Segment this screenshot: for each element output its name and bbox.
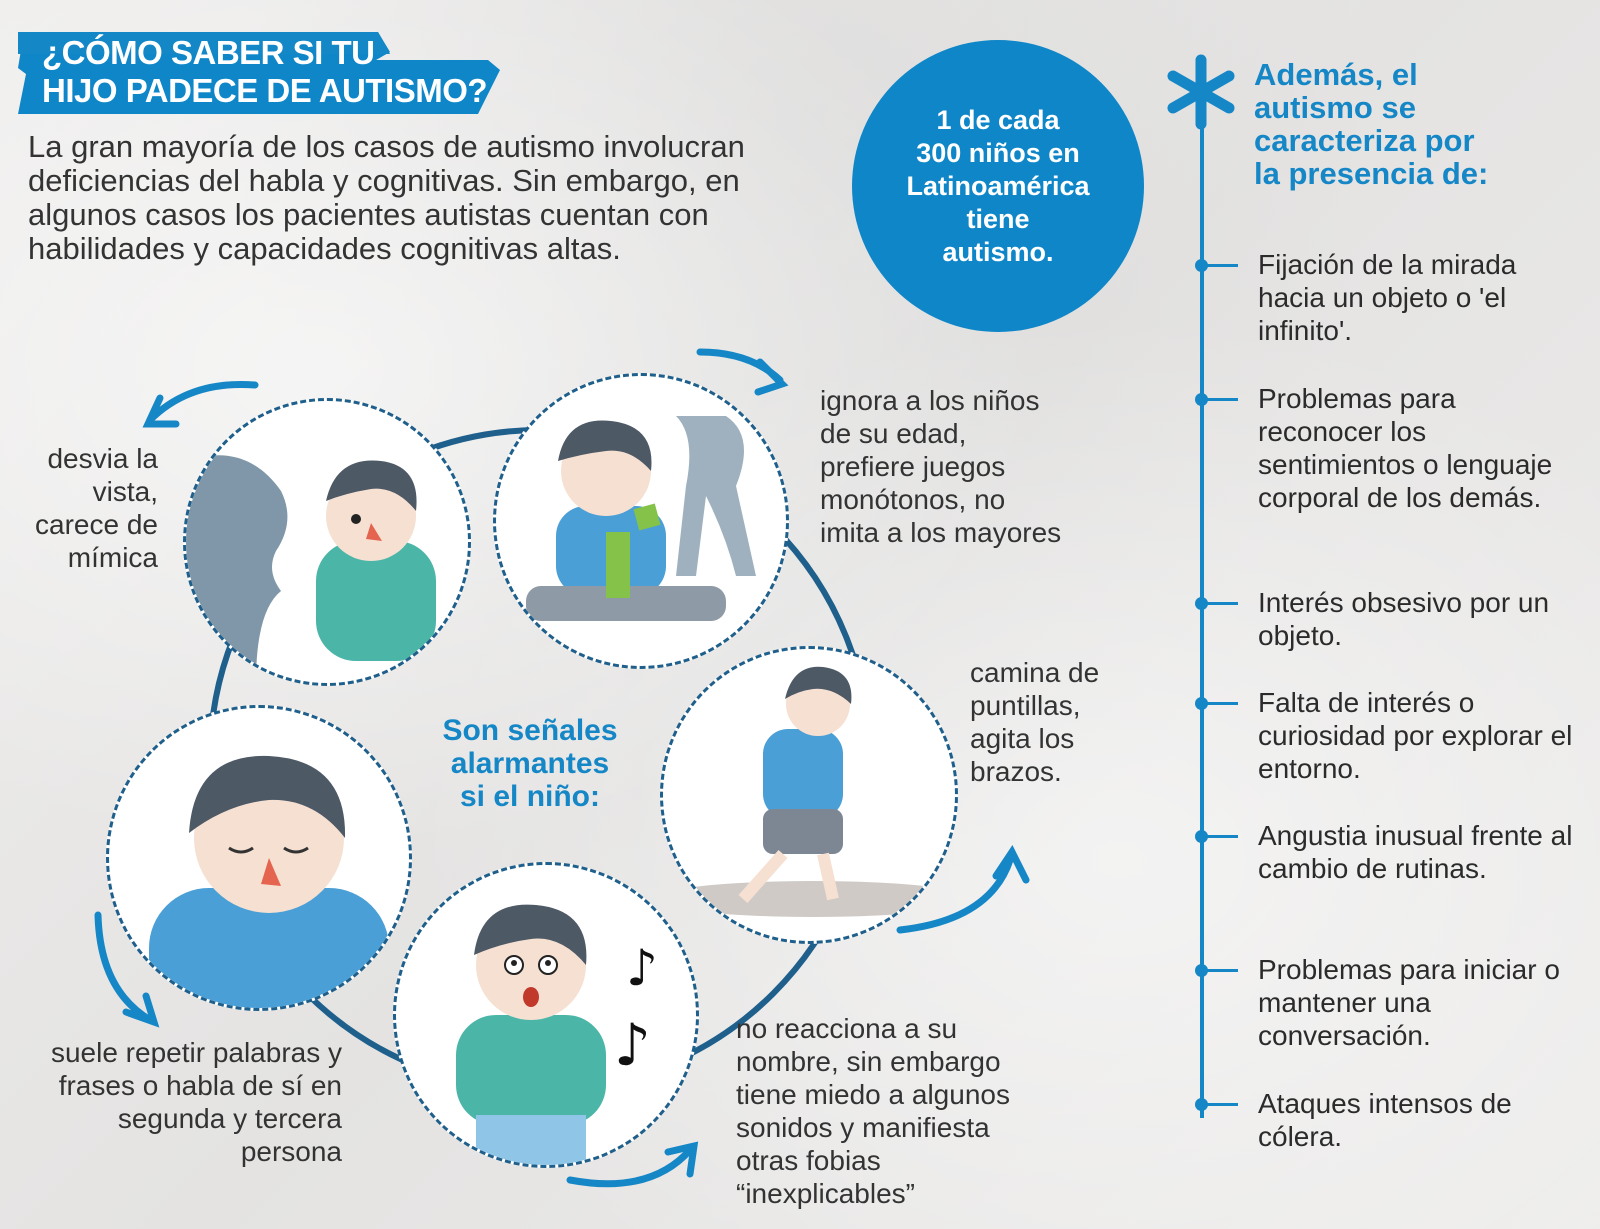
trait-connector [1206,398,1238,401]
trait-connector [1206,835,1238,838]
trait-item: Falta de interés o curiosidad por explorar el entorno. [1258,687,1573,784]
illustration-circle-sounds [393,862,699,1168]
trait-item: Angustia inusual frente al cambio de rutinas. [1258,820,1573,884]
signs-center-label: Son señales alarmantes si el niño: [442,714,618,813]
sign-caption-sounds: no reacciona a su nombre, sin embargo tiene miedo a algunos sonidos y manifiesta otras fobias “inexplicables” [736,1013,1010,1209]
arrow-head-icon [758,362,782,392]
sidebar-heading: Además, el autismo se caracteriza por la presencia de: [1254,57,1489,191]
illustration-circle-play [493,373,789,669]
child-scared-of-sounds-illustration [396,865,696,1165]
trait-connector [1206,602,1238,605]
illustration-circle-speech [106,705,412,1011]
trait-item: Interés obsesivo por un objeto. [1258,587,1550,651]
arrow-icon [150,384,255,420]
trait-item: Problemas para reconocer los sentimientos o lenguaje corporal de los demás. [1258,383,1553,513]
trait-item: Fijación de la mirada hacia un objeto o 'el infinito'. [1258,249,1517,346]
trait-item: Ataques intensos de cólera. [1258,1088,1512,1152]
page-title-line-2: HIJO PADECE DE AUTISMO? [42,72,488,109]
illustration-circle-walk [660,646,958,944]
stat-text: 1 de cada 300 niños en Latinoamérica tiene autismo. [906,104,1090,267]
trait-connector [1206,969,1238,972]
illustration-circle-gaze [183,398,471,686]
child-playing-blocks-illustration [496,376,786,666]
trait-connector [1206,264,1238,267]
sign-caption-walk: camina de puntillas, agita los brazos. [970,657,1100,787]
trait-item: Problemas para iniciar o mantener una conversación. [1258,954,1560,1051]
sign-caption-gaze: desvia la vista, carece de mímica [35,443,158,573]
sign-caption-speech: suele repetir palabras y frases o habla de sí en segunda y tercera persona [50,1037,342,1167]
page-title-line-1: ¿CÓMO SABER SI TU [42,34,375,71]
sign-caption-play: ignora a los niños de su edad, prefiere juegos monótonos, no imita a los mayores [820,385,1062,548]
child-avoiding-gaze-illustration [186,401,468,683]
trait-connector [1206,1103,1238,1106]
intro-paragraph: La gran mayoría de los casos de autismo involucran deficiencias del habla y cognitivas. Sin embargo, en algunos casos los pacientes autistas cuentan con habilidades y capacidades cognitivas altas. [28,129,745,266]
svg-text:♪: ♪ [626,939,658,997]
trait-connector [1206,702,1238,705]
child-tiptoe-walking-illustration [663,649,955,941]
child-repeating-words-illustration [109,708,409,1008]
svg-text:♪: ♪ [614,1011,652,1079]
